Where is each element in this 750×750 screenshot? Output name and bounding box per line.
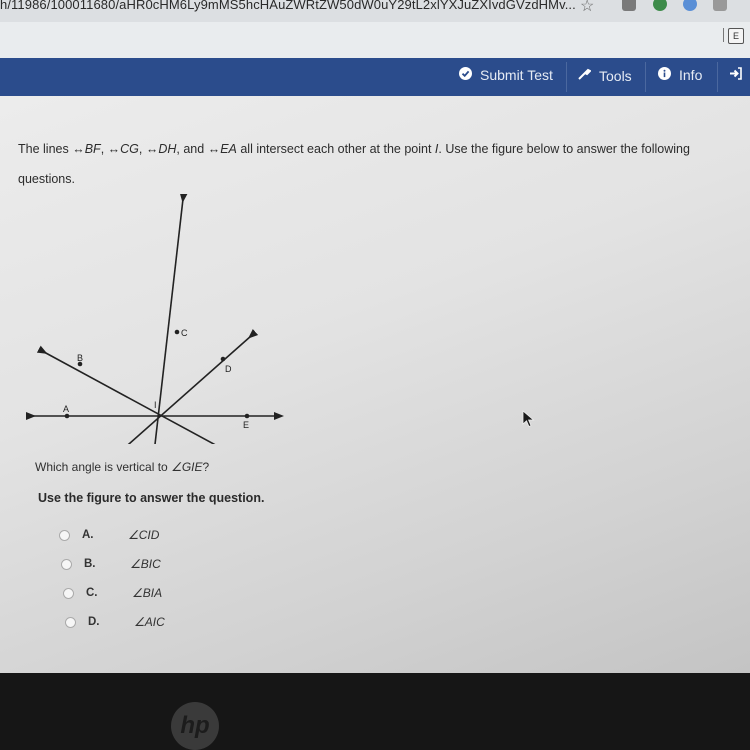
line-symbol: ↔ xyxy=(107,142,121,156)
line-cg: CG xyxy=(120,142,139,156)
extension-icon-3[interactable] xyxy=(683,0,697,11)
choice-text: ∠CID xyxy=(128,528,160,542)
line-dh-seg xyxy=(77,336,251,444)
question-end: ? xyxy=(202,460,210,474)
choice-letter: C. xyxy=(86,587,98,599)
header-divider-2 xyxy=(645,62,646,92)
extension-icon-1[interactable] xyxy=(622,0,636,11)
browser-url-bar[interactable] xyxy=(0,0,750,22)
question-body: Which angle is vertical to xyxy=(35,460,172,474)
check-circle-icon xyxy=(459,67,472,83)
header-divider-3 xyxy=(717,62,718,92)
submit-test-label: Submit Test xyxy=(480,67,553,83)
choice-text: ∠AIC xyxy=(134,615,165,629)
label-a: A xyxy=(63,404,70,414)
info-label: Info xyxy=(679,67,703,83)
prompt-text: all intersect each other at the point xyxy=(236,142,435,156)
choice-a[interactable] xyxy=(59,528,159,542)
radio-button[interactable] xyxy=(65,617,76,628)
label-d: D xyxy=(225,364,232,374)
choice-letter: D. xyxy=(88,616,100,628)
prompt-sep: , xyxy=(138,142,146,156)
prompt-sep: , and xyxy=(176,142,208,156)
choice-d[interactable] xyxy=(65,615,165,629)
header-divider xyxy=(566,62,567,92)
choice-text: ∠BIA xyxy=(132,586,163,600)
line-ea: EA xyxy=(220,142,237,156)
question-content xyxy=(0,96,750,673)
bookmark-star-icon[interactable]: ☆ xyxy=(580,0,595,15)
point-i: I xyxy=(434,142,439,156)
line-bf: BF xyxy=(84,142,101,156)
browser-toolbar xyxy=(0,22,750,58)
line-symbol: ↔ xyxy=(72,142,85,156)
tools-label: Tools xyxy=(599,67,632,84)
extension-button[interactable]: E xyxy=(728,28,744,44)
label-e: E xyxy=(243,420,250,430)
line-symbol: ↔ xyxy=(207,142,221,156)
prompt-sep: , xyxy=(100,142,108,156)
intersecting-lines-figure xyxy=(26,194,296,444)
toolbar-divider xyxy=(723,28,724,42)
radio-button[interactable] xyxy=(59,530,70,541)
exit-button[interactable] xyxy=(729,67,742,83)
choice-c[interactable] xyxy=(63,586,162,600)
line-dh: DH xyxy=(158,142,177,156)
point-a xyxy=(65,414,70,419)
line-symbol: ↔ xyxy=(145,142,159,156)
test-header xyxy=(0,58,750,96)
question-text xyxy=(35,460,209,474)
question-angle: ∠GIE xyxy=(171,460,203,474)
info-button[interactable] xyxy=(658,67,702,83)
choice-letter: A. xyxy=(82,529,94,541)
label-c: C xyxy=(181,328,188,338)
choice-b[interactable] xyxy=(61,557,161,571)
info-icon xyxy=(658,67,671,83)
prompt-text: . Use the figure below to answer the following questions. xyxy=(18,142,690,186)
prompt-text: The lines xyxy=(18,142,73,156)
laptop-bezel xyxy=(0,673,750,750)
submit-test-button[interactable] xyxy=(459,67,553,83)
instruction-text: Use the figure to answer the question. xyxy=(38,491,265,505)
label-i: I xyxy=(154,400,157,410)
question-prompt xyxy=(18,134,748,194)
choice-text: ∠BIC xyxy=(130,557,161,571)
mouse-cursor-icon xyxy=(522,410,536,428)
hp-logo: hp xyxy=(171,702,219,750)
line-cg-seg xyxy=(145,199,183,444)
url-text[interactable]: h/11986/100011680/aHR0cHM6Ly9mMS5hcHAuZWRtZW50dW0uY29tL2xlYXJuZXIvdGVzdHMv... xyxy=(0,0,576,12)
extension-icon-4[interactable] xyxy=(713,0,727,11)
tools-button[interactable] xyxy=(577,67,632,84)
extension-icon-2[interactable] xyxy=(653,0,667,11)
choice-letter: B. xyxy=(84,558,96,570)
exit-icon xyxy=(729,67,742,83)
point-e xyxy=(245,414,250,419)
point-c xyxy=(175,330,180,335)
label-b: B xyxy=(77,353,84,363)
point-d xyxy=(221,357,226,362)
radio-button[interactable] xyxy=(61,559,72,570)
wrench-icon xyxy=(577,67,591,84)
radio-button[interactable] xyxy=(63,588,74,599)
